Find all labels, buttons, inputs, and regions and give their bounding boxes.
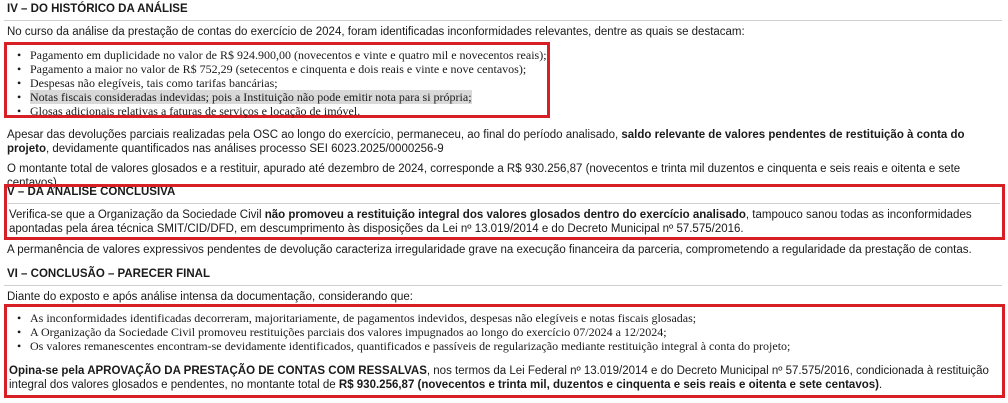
divider — [4, 285, 1002, 286]
section-4-heading: IV – DO HISTÓRICO DA ANÁLISE — [7, 3, 188, 15]
section-5-paragraph-1 — [9, 208, 997, 236]
section-6-heading: VI – CONCLUSÃO – PARECER FINAL — [7, 268, 210, 280]
section-4-paragraph-1 — [7, 128, 997, 156]
final-opinion-paragraph — [9, 364, 995, 392]
section-6-intro: Diante do exposto e após análise intensa da documentação, considerando que: — [7, 291, 413, 303]
text-run: , tampouco sanou todas as inconformidades apontadas pela área técnica SMIT/CID/DFD, em descumprimento às disposições da Lei nº 13.019/2014 e do Decreto Municipal nº 57.575/2016. — [9, 209, 972, 235]
list-item — [30, 90, 560, 104]
text-run: Apesar das devoluções parciais realizadas pela OSC ao longo do exercício, permaneceu, ao final do período analisado, — [7, 129, 622, 141]
list-item: • A Organização da Sociedade Civil promoveu restituições parciais dos valores impugnados ao longo do exercício 07/2024 a 12/2024; — [30, 325, 1008, 339]
text-run: Verifica-se que a Organização da Sociedade Civil — [9, 209, 265, 221]
text-run: , nos termos da Lei Federal nº 13.019/2014 e do Decreto Municipal nº 57.575/2016, condicionada à restituição integral dos valores glosados e pendentes, no montante total de — [9, 365, 989, 391]
list-item: • Pagamento a maior no valor de R$ 752,29 (setecentos e cinquenta e dois reais e vinte e nove centavos); — [30, 62, 560, 76]
list-item: • Despesas não elegíveis, tais como tarifas bancárias; — [30, 76, 560, 90]
considerations-list — [8, 311, 1008, 353]
bold-text-run: R$ 930.256,87 (novecentos e trinta mil, duzentos e cinquenta e seis reais e oitenta e sete centavos) — [338, 379, 879, 391]
highlighted-text: Notas fiscais consideradas indevidas; pois a Instituição não pode emitir nota para si própria; — [30, 90, 472, 104]
text-run: , devidamente quantificados nas análises processo SEI 6023.2025/0000256-9 — [45, 143, 444, 155]
list-item: • Pagamento em duplicidade no valor de R$ 924.900,00 (novecentos e vinte e quatro mil e novecentos reais); — [30, 48, 560, 62]
bold-text-run: não promoveu a restituição integral dos valores glosados dentro do exercício analisado — [264, 209, 746, 221]
bold-text-run: APROVAÇÃO DA PRESTAÇÃO DE CONTAS COM RESSALVAS — [87, 365, 427, 377]
section-5-paragraph-2: A permanência de valores expressivos pendentes de devolução caracteriza irregularidade grave na execução financeira da parceria, comprometendo a regularidade da prestação de contas. — [7, 244, 972, 256]
divider — [4, 20, 1002, 21]
inconformities-list — [8, 48, 560, 118]
list-item: • Os valores remanescentes encontram-se devidamente identificados, quantificados e passíveis de regularização mediante restituição integral à conta do projeto; — [30, 339, 1008, 353]
section-5-heading: V – DA ANÁLISE CONCLUSIVA — [7, 186, 176, 198]
section-4-intro: No curso da análise da prestação de contas do exercício de 2024, foram identificadas inconformidades relevantes, dentre as quais se destacam: — [7, 26, 745, 38]
list-item: • As inconformidades identificadas decorreram, majoritariamente, de pagamentos indevidos, despesas não elegíveis e notas fiscais glosadas; — [30, 311, 1008, 325]
section-4-paragraph-2: O montante total de valores glosados e a restituir, apurado até dezembro de 2024, corresponde a R$ 930.256,87 (novecentos e trinta mil duzentos e cinquenta e seis reais e oitenta e sete centavos). — [7, 163, 961, 189]
bold-text-run: Opina-se pela — [9, 365, 88, 377]
list-item: • Glosas adicionais relativas a faturas de serviços e locação de imóvel. — [30, 104, 560, 118]
divider — [8, 203, 1000, 204]
text-run: . — [878, 379, 883, 391]
bold-text-run: saldo relevante de valores pendentes de restituição à conta do projeto — [7, 129, 965, 155]
